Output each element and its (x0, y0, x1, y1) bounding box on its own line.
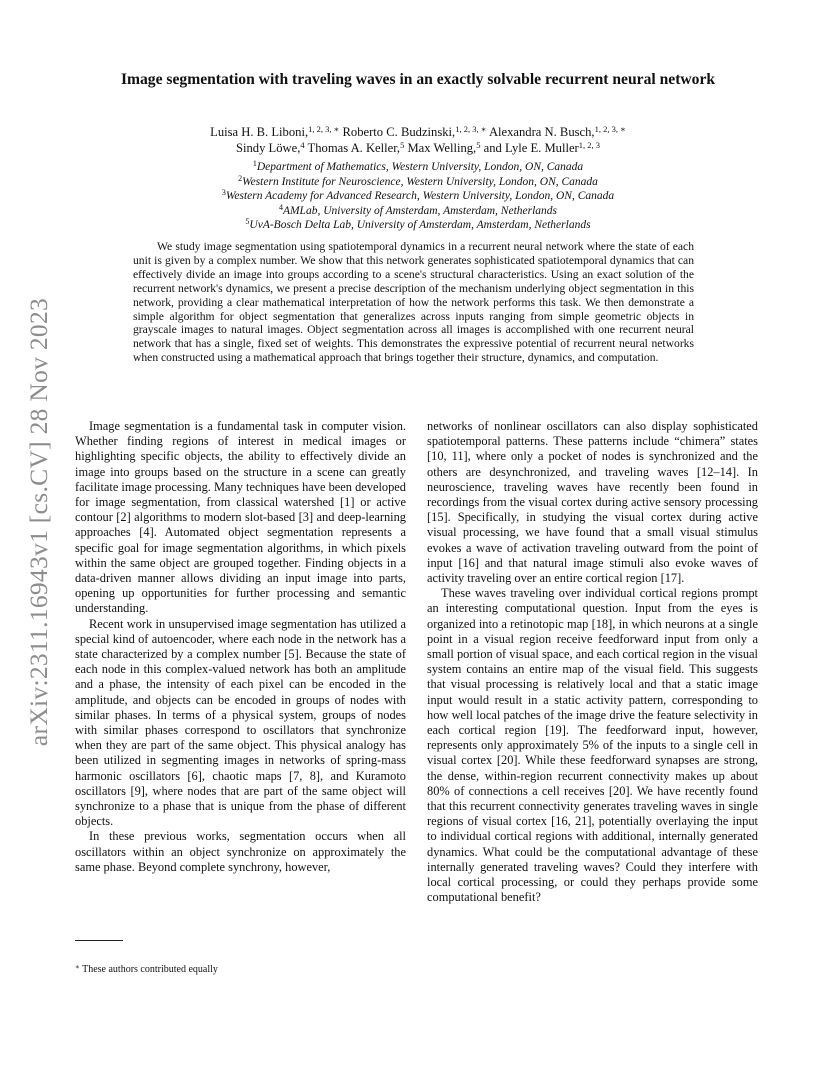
body-column-right (427, 419, 758, 906)
author: Sindy Löwe,$^4$ (236, 140, 305, 155)
body-paragraph: Image segmentation is a fundamental task in computer vision. Whether finding regions of interest in medical images or highlighting specific objects, the ability to effectively divide an image into groups based on the structure in a scene can greatly facilitate image processing. Many techniques have been developed for image segmentation, from classical watershed [1] or active contour [2] algorithms to modern slot-based [3] and deep-learning approaches [4]. Automated object segmentation represents a specific goal for image segmentation algorithms, in which pixels within the same object are grouped together. Finding objects in a data-driven manner allows dividing an input image into parts, opening up opportunities for further processing and semantic understanding. (75, 419, 406, 616)
affiliation: $^5$UvA-Bosch Delta Lab, University of Amsterdam, Amsterdam, Netherlands (245, 217, 591, 232)
affiliation-list (80, 160, 756, 233)
body-paragraph: These waves traveling over individual cortical regions prompt an interesting computational question. Input from the eyes is organized into a retinotopic map [18], in which neurons at a single point in a visual region receive feedforward input from only a small portion of visual space, and each cortical region in the visual system contains an entire map of the visual field. This suggests that visual processing is relatively local and that a static image input would result in a static activity pattern, corresponding to how well local patches of the image drive the feature selectivity in each cortical region [19]. The feedforward input, however, represents only approximately 5% of the inputs to a single cell in visual cortex [20]. While these feedforward synapses are strong, the dense, within-region recurrent connectivity makes up about 80% of connections a cell receives [20]. We have recently found that this recurrent connectivity generates traveling waves in single regions of visual cortex [16, 21], potentially overlaying the input to individual cortical regions with additional, internally generated dynamics. What could be the computational advantage of these internally generated traveling waves? Could they interfere with local cortical processing, or could they perhaps provide some computational benefit? (427, 586, 759, 905)
author-line-1 (80, 124, 756, 140)
author-list (80, 124, 756, 156)
author: and Lyle E. Muller$^{1, 2, 3}$ (483, 140, 600, 155)
footnote: ∗ These authors contributed equally (75, 963, 218, 975)
author: Roberto C. Budzinski,$^{1, 2, 3, ∗}$ (342, 124, 487, 139)
arxiv-identifier (22, 282, 56, 762)
body-paragraph: In these previous works, segmentation occurs when all oscillators within an object synchronize on approximately the same phase. Beyond complete synchrony, however, (75, 829, 406, 874)
author: Thomas A. Keller,$^5$ (307, 140, 405, 155)
arxiv-identifier-text: arXiv:2311.16943v1 [cs.CV] 28 Nov 2023 (24, 297, 53, 747)
paper-title: Image segmentation with traveling waves in an exactly solvable recurrent neural network (120, 71, 716, 88)
abstract: We study image segmentation using spatiotemporal dynamics in a recurrent neural network where the state of each unit is given by a complex number. We show that this network generates sophisticated spatiotemporal dynamics that can effectively divide an image into groups according to a scene's structural characteristics. Using an exact solution of the recurrent network's dynamics, we present a precise description of the mechanism underlying object segmentation in this network, providing a clear mathematical interpretation of how the network performs this task. We then demonstrate a simple algorithm for object segmentation that generalizes across inputs ranging from simple geometric objects in grayscale images to natural images. Object segmentation across all images is accomplished with one recurrent neural network that has a single, fixed set of weights. This demonstrates the expressive potential of recurrent neural networks when constructed using a mathematical approach that brings together their structure, dynamics, and computation. (133, 240, 694, 365)
author-line-2 (80, 140, 756, 156)
body-paragraph: Recent work in unsupervised image segmentation has utilized a special kind of autoencoder, where each node in the network has a state characterized by a complex number [5]. Because the state of each node in this complex-valued network has both an amplitude and a phase, the intensity of each pixel can be encoded in the amplitude, and objects can be encoded in groups of nodes with similar phases. In terms of a physical system, groups of nodes with similar phases correspond to oscillators that synchronize when they are part of the same object. This physical analogy has been utilized in segmenting images in networks of spring-mass harmonic oscillators [6], chaotic maps [7, 8], and Kuramoto oscillators [9], where nodes that are part of the same object will synchronize to a phase that is unique from the phase of different objects. (75, 616, 406, 829)
affiliation: $^2$Western Institute for Neuroscience, Western University, London, ON, Canada (238, 173, 598, 188)
author: Luisa H. B. Liboni,$^{1, 2, 3, ∗}$ (210, 124, 340, 139)
footnote-divider (75, 940, 123, 941)
affiliation: $^3$Western Academy for Advanced Research, Western University, London, ON, Canada (221, 188, 615, 203)
affiliation: $^1$Department of Mathematics, Western University, London, ON, Canada (252, 159, 584, 173)
body-paragraph: networks of nonlinear oscillators can also display sophisticated spatiotemporal patterns. These patterns include “chimera” states [10, 11], where only a pocket of nodes is synchronized and the others are desynchronized, and traveling waves [12–14]. In neuroscience, traveling waves have recently been found in recordings from the visual cortex during active sensory processing [15]. Specifically, in studying the visual cortex during active visual processing, we have found that a small visual stimulus evokes a wave of activation traveling outward from the point of input [16] and that natural image stimuli also evoke waves of activity traveling over an entire cortical region [17]. (427, 419, 758, 586)
affiliation: $^4$AMLab, University of Amsterdam, Amsterdam, Netherlands (278, 202, 558, 217)
body-column-left (75, 419, 406, 875)
author: Max Welling,$^5$ (407, 140, 481, 155)
author: Alexandra N. Busch,$^{1, 2, 3, ∗}$ (488, 124, 626, 139)
